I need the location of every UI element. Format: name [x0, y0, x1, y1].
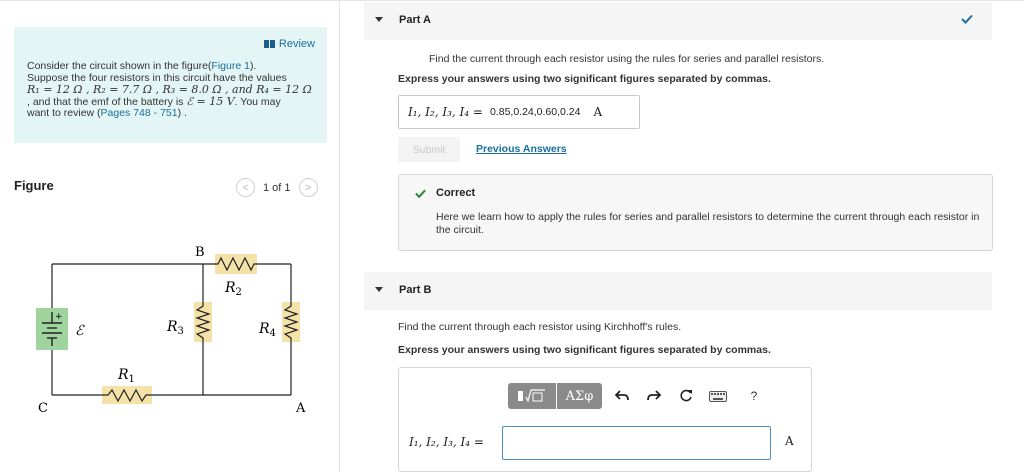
problem-statement: [27, 61, 322, 120]
keyboard-icon[interactable]: [706, 383, 730, 409]
statement-text: want to review (: [27, 107, 101, 119]
book-icon: [264, 40, 275, 48]
feedback-title: Correct: [436, 187, 476, 199]
part-b-title: Part B: [399, 284, 432, 296]
undo-icon[interactable]: [610, 383, 634, 409]
reset-icon[interactable]: [674, 383, 698, 409]
figure-pager: [236, 178, 318, 197]
previous-answers-link[interactable]: Previous Answers: [476, 143, 567, 155]
math-toolbar: [508, 383, 766, 409]
part-a-title: Part A: [399, 14, 431, 26]
part-a-answer-value: 0.85,0.24,0.60,0.24: [489, 106, 581, 118]
redo-icon[interactable]: [642, 383, 666, 409]
caret-down-icon[interactable]: [375, 287, 383, 292]
part-b-answer-input[interactable]: [502, 426, 771, 460]
figure-title: Figure: [14, 178, 54, 193]
previous-figure-button[interactable]: <: [236, 178, 255, 197]
part-a-prompt: Find the current through each resistor using the rules for series and parallel resistors.: [429, 53, 825, 65]
node-c-label: C: [38, 401, 48, 416]
review-link-label[interactable]: Review: [278, 38, 315, 50]
part-a-instruction: Express your answers using two significant figures separated by commas.: [398, 73, 771, 85]
correct-check-icon: [414, 187, 427, 200]
pages-link[interactable]: Pages 748 - 751: [100, 107, 178, 119]
statement-text: ).: [249, 60, 257, 72]
part-b-prompt: Find the current through each resistor using Kirchhoff's rules.: [398, 321, 682, 333]
review-box: [14, 27, 327, 143]
part-a-header[interactable]: [364, 2, 992, 40]
r1-label: $R_1$: [118, 367, 135, 385]
left-panel: [0, 0, 340, 472]
emf-value: ℰ = 15 V: [186, 94, 235, 108]
r3-label: $R_3$: [167, 319, 184, 337]
circuit-diagram: [28, 240, 318, 420]
review-link[interactable]: [264, 38, 315, 50]
part-a-math-label: I₁, I₂, I₃, I₄ =: [408, 105, 483, 119]
figure-link[interactable]: Figure 1: [211, 60, 250, 72]
statement-text: . You may: [234, 95, 281, 108]
submit-button[interactable]: Submit: [398, 137, 460, 162]
symbols-button[interactable]: ΑΣφ: [556, 383, 602, 409]
feedback-box: [398, 174, 993, 251]
caret-down-icon[interactable]: [375, 17, 383, 22]
part-b-math-label-wrap: [409, 435, 484, 449]
part-b-header[interactable]: [364, 272, 992, 310]
r4-label: $R_4$: [259, 321, 276, 339]
node-b-label: B: [195, 245, 205, 260]
part-a-unit: A: [593, 105, 603, 119]
part-a-answer-box: [398, 95, 640, 129]
part-b-instruction: Express your answers using two significant figures separated by commas.: [398, 344, 771, 356]
part-b-math-label: I₁, I₂, I₃, I₄ =: [409, 435, 484, 449]
feedback-text: Here we learn how to apply the rules for series and parallel resistors to determine the current through each resistor in the circuit.: [436, 211, 980, 236]
statement-text: Suppose the four resistors in this circuit have the values: [27, 71, 287, 84]
resistor-values: R₁ = 12 Ω , R₂ = 7.7 Ω , R₃ = 8.0 Ω , and R₄ = 12 Ω: [27, 83, 312, 96]
statement-text: , and that the emf of the battery is: [27, 95, 187, 108]
statement-text: ) .: [177, 107, 187, 119]
templates-button[interactable]: [508, 383, 556, 409]
next-figure-button[interactable]: >: [299, 178, 318, 197]
answer-editor: [398, 367, 812, 472]
emf-label: ℰ: [75, 323, 84, 339]
node-a-label: A: [296, 401, 306, 416]
r2-label: $R_2$: [225, 280, 242, 298]
checkmark-icon: [960, 12, 974, 26]
templates-icon: [517, 388, 547, 404]
statement-text: Consider the circuit shown in the figure(: [27, 60, 212, 72]
right-panel: [341, 0, 1024, 472]
pager-text: 1 of 1: [263, 181, 291, 194]
battery-plus: +: [55, 312, 63, 322]
help-button[interactable]: ?: [750, 389, 758, 403]
part-b-unit: A: [785, 434, 794, 448]
